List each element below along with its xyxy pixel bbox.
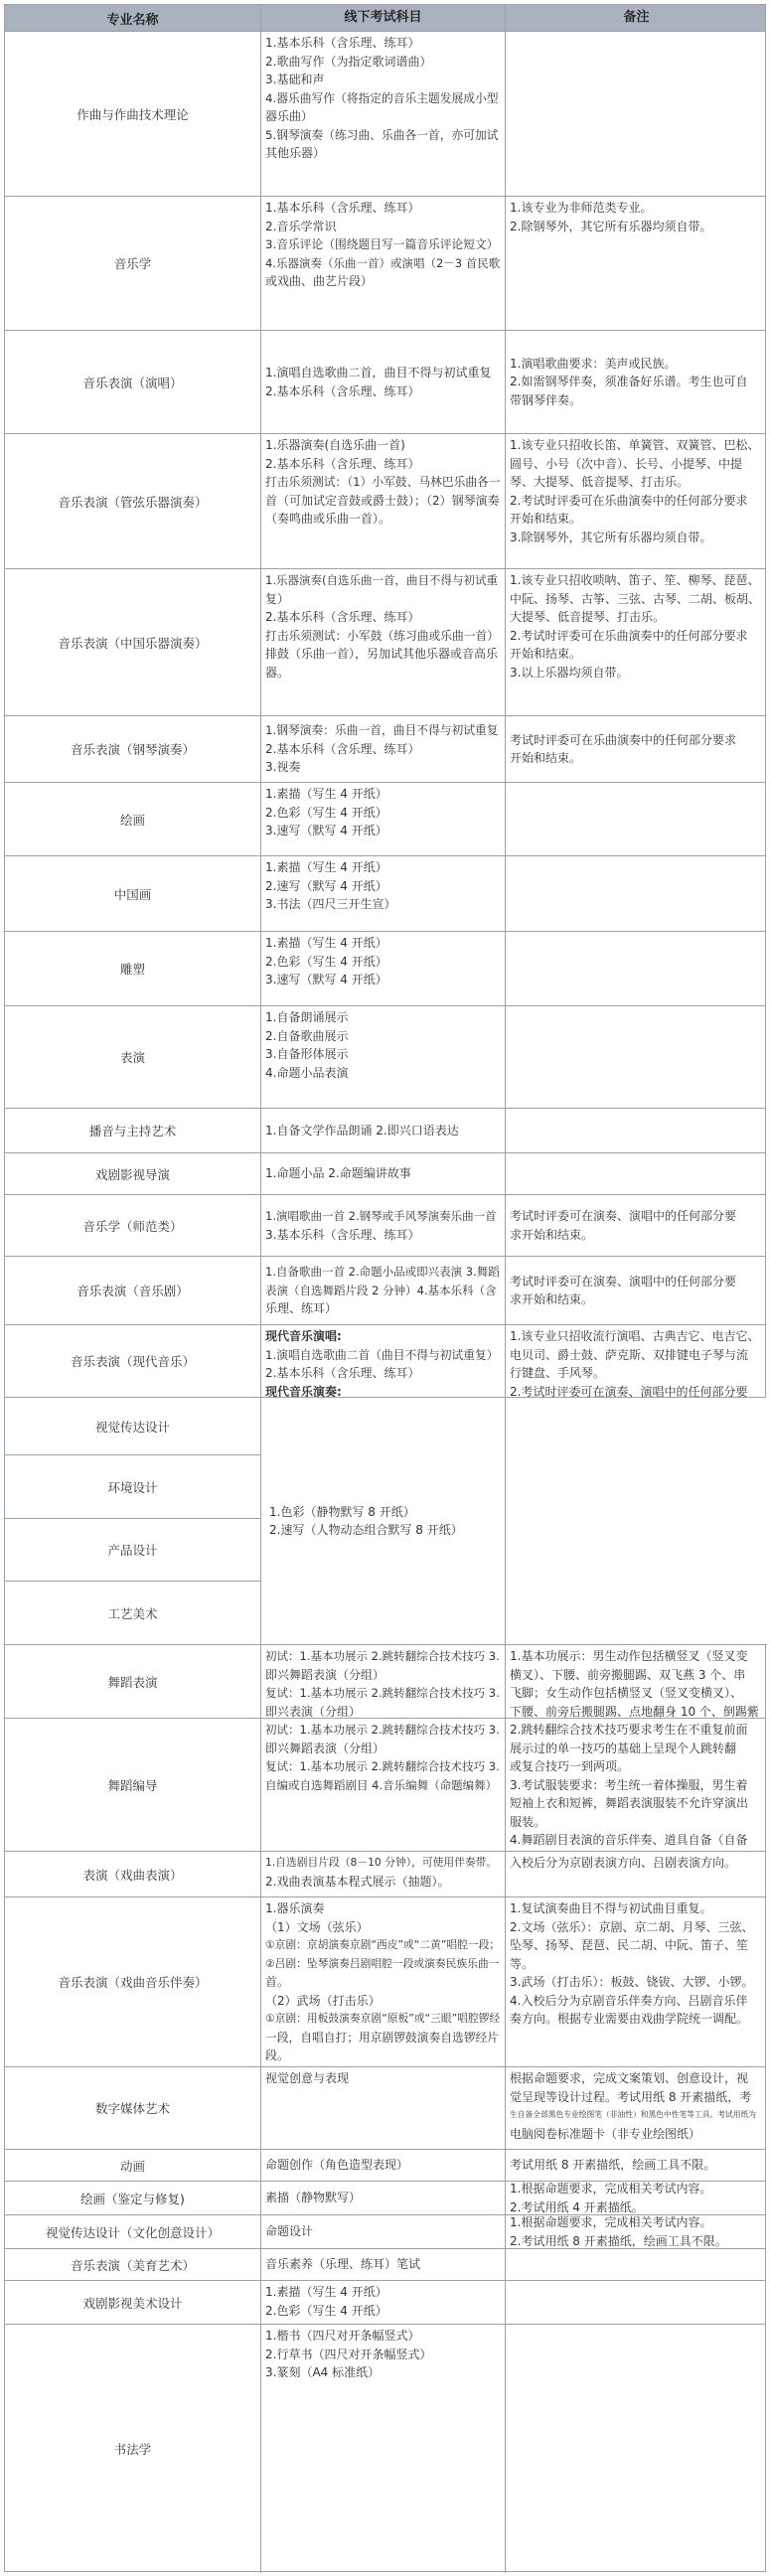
subject-line: 1.自备文学作品朗诵 2.即兴口语表达 bbox=[265, 1123, 459, 1137]
subject-line: 1.演唱自选歌曲二首（曲目不得与初试重复） bbox=[265, 1347, 499, 1362]
major-name: 音乐表演（现代音乐） bbox=[5, 1325, 261, 1397]
note-line: 求开始和结束。 bbox=[510, 1292, 594, 1306]
table-row bbox=[5, 2215, 765, 2249]
note-line: 开始和结束。 bbox=[510, 751, 582, 765]
notes-cell bbox=[506, 932, 767, 1005]
major-name: 书法学 bbox=[5, 2325, 261, 2573]
note-line: 生自备全部黑色专业绘图笔（非油性）和黑色中性笔等工具。考试用纸为 bbox=[510, 2110, 757, 2119]
major-name: 音乐学 bbox=[5, 197, 261, 330]
exam-subjects bbox=[261, 932, 506, 1005]
major-name: 音乐表演（美育艺术） bbox=[5, 2249, 261, 2280]
exam-subjects bbox=[261, 2325, 506, 2573]
note-line: 行键盘、手风琴。 bbox=[510, 1366, 606, 1380]
note-line: 4.舞蹈剧目表演的音乐伴奏、道具自备（自备 bbox=[510, 1833, 748, 1847]
exam-subjects bbox=[261, 1109, 506, 1152]
exam-subjects bbox=[261, 783, 506, 855]
major-name: 雕塑 bbox=[5, 932, 261, 1005]
note-line: 根据命题要求，完成文案策划、创意设计，视 bbox=[510, 2071, 749, 2085]
major-name: 产品设计 bbox=[5, 1519, 261, 1581]
header-notes: 备注 bbox=[623, 9, 650, 25]
note-line: 飞脚；女生动作包括横竖叉（竖叉变横叉）、 bbox=[510, 1686, 743, 1700]
table-row bbox=[5, 1645, 765, 1719]
subject-line: 5.钢琴演奏（练习曲、乐曲各一首，亦可加试 bbox=[265, 127, 499, 142]
major-name: 环境设计 bbox=[5, 1455, 261, 1518]
subject-line: 复试：1.基本功展示 2.跳转翻综合技术技巧 3. bbox=[265, 1759, 500, 1773]
note-line: 考试时评委可在演奏、演唱中的任何部分要 bbox=[510, 1209, 737, 1223]
note-line: 中阮、扬琴、古筝、三弦、古琴、二胡、板胡、 bbox=[510, 591, 761, 606]
major-name: 音乐表演（中国乐器演奏） bbox=[5, 569, 261, 715]
notes-cell bbox=[506, 2325, 767, 2573]
subject-line: 初试：1.基本功展示 2.跳转翻综合技术技巧 3. bbox=[265, 1649, 500, 1663]
note-line: 奏方向。根据专业需要由戏曲学院统一调配。 bbox=[510, 2012, 749, 2026]
major-name: 绘画 bbox=[5, 783, 261, 855]
major-name: 表演 bbox=[5, 1006, 261, 1108]
note-line: 2.考试时评委可在演奏、演唱中的任何部分要 bbox=[510, 1384, 748, 1397]
major-name: 舞蹈表演 bbox=[5, 1645, 261, 1718]
table-row bbox=[5, 2325, 765, 2573]
exam-subjects bbox=[261, 1897, 506, 2066]
subject-line: 1.素描（写生 4 开纸） bbox=[265, 860, 387, 874]
note-line: 1.根据命题要求，完成相关考试内容。 bbox=[510, 2215, 712, 2229]
note-line: 短袖上衣和短裤，舞蹈表演服装不允许穿演出 bbox=[510, 1796, 749, 1810]
note-line: 2.跳转翻综合技术技巧要求考生在不重复前面 bbox=[510, 1723, 748, 1737]
subject-line: 2.色彩（写生 4 开纸） bbox=[265, 2303, 387, 2318]
note-line: 1.基本功展示：男生动作包括横竖叉（竖叉变 bbox=[510, 1649, 748, 1663]
subject-line: 1.演唱自选歌曲二首，曲目不得与初试重复 bbox=[265, 366, 492, 379]
table-row bbox=[5, 1325, 765, 1398]
subject-line: 3.音乐评论（围绕题目写一篇音乐评论短文） bbox=[265, 237, 499, 251]
table-row bbox=[5, 1719, 765, 1852]
note-line: 3.以上乐器均须自带。 bbox=[510, 665, 629, 680]
subject-line: 3.速写（默写 4 开纸） bbox=[265, 973, 387, 986]
note-line: 2.文场（弦乐）：京剧、京二胡、月琴、三弦、 bbox=[510, 1919, 754, 1934]
table-row bbox=[5, 1852, 765, 1897]
subject-line: 现代音乐演唱: bbox=[265, 1329, 342, 1343]
table-row bbox=[5, 1153, 765, 1195]
note-line: 2.考试时评委可在乐曲演奏中的任何部分要求 bbox=[510, 628, 748, 643]
note-line: 考试用纸 8 开素描纸，绘画工具不限。 bbox=[510, 2158, 716, 2173]
note-line bbox=[510, 1850, 763, 1852]
major-name: 绘画（鉴定与修复) bbox=[5, 2182, 261, 2214]
major-name: 戏剧影视导演 bbox=[5, 1153, 261, 1194]
note-line: 1.根据命题要求，完成相关考试内容。 bbox=[510, 2182, 712, 2196]
major-name: 音乐表演（音乐剧） bbox=[5, 1257, 261, 1324]
notes-cell bbox=[506, 783, 767, 855]
note-line: 服装。 bbox=[510, 1814, 546, 1829]
exam-subjects bbox=[261, 434, 506, 568]
note-line: 3.武场（打击乐）：板鼓、铙钹、大锣、小锣。 bbox=[510, 1975, 754, 1989]
subject-line: 命题设计 bbox=[265, 2224, 314, 2239]
notes-cell bbox=[506, 856, 767, 931]
note-line: 3.除钢琴外，其它所有乐器均须自带。 bbox=[510, 530, 712, 544]
note-line: 1.该专业只招收流行演唱、古典吉它、电吉它、 bbox=[510, 1329, 760, 1343]
exam-subjects bbox=[261, 1153, 506, 1194]
note-line: 1.该专业为非师范类专业。 bbox=[510, 201, 653, 215]
note-line: 坠琴、扬琴、琵琶、民二胡、中阮、笛子、笙 bbox=[510, 1938, 749, 1952]
table-row bbox=[5, 32, 765, 197]
subject-line: 视觉创意与表现 bbox=[265, 2071, 350, 2085]
header-subjects: 线下考试科目 bbox=[261, 5, 506, 31]
notes-cell bbox=[506, 1719, 767, 1851]
subject-line: 1.乐器演奏(自选乐曲一首) bbox=[265, 438, 405, 452]
note-line: 1.复试演奏曲目不得与初试曲目重复。 bbox=[510, 1901, 712, 1915]
major-name: 作曲与作曲技术理论 bbox=[5, 32, 261, 196]
exam-subjects bbox=[261, 331, 506, 433]
notes-cell bbox=[506, 1109, 767, 1152]
note-line: 琴、大提琴、低音提琴、打击乐。 bbox=[510, 475, 690, 489]
notes-cell bbox=[506, 32, 767, 196]
subject-line: 4.器乐曲写作（将指定的音乐主题发展成小型 bbox=[265, 90, 499, 105]
notes-cell bbox=[506, 1006, 767, 1108]
subject-line: 现代音乐演奏: bbox=[265, 1384, 342, 1397]
subject-line: 2.基本乐科（含乐理、练耳） bbox=[265, 1366, 420, 1380]
exam-subjects bbox=[261, 1325, 506, 1397]
note-line: 开始和结束。 bbox=[510, 647, 582, 661]
subject-line: 3.基本乐科（含乐理、练耳） bbox=[265, 1227, 420, 1242]
notes-cell bbox=[506, 2281, 767, 2324]
subject-line: 2.戏曲表演基本程式展示（抽题）。 bbox=[265, 1874, 450, 1889]
subject-line: 即兴表演（分组） bbox=[265, 1704, 362, 1718]
note-line: 或复合技巧一到两项。 bbox=[510, 1759, 630, 1773]
subject-line: （1）文场（弦乐） bbox=[265, 1919, 369, 1934]
subject-line: 4.命题小品表演 bbox=[265, 1065, 349, 1080]
subject-line: 3.篆刻（A4 标准纸） bbox=[265, 2365, 381, 2379]
major-name: 舞蹈编导 bbox=[5, 1719, 261, 1851]
table-row bbox=[5, 2249, 765, 2281]
subject-line: 2.速写（默写 4 开纸） bbox=[265, 878, 387, 893]
subject-line: 4.乐器演奏（乐曲一首）或演唱（2－3 首民歌 bbox=[265, 255, 501, 270]
note-line: 带钢琴伴奏。 bbox=[510, 392, 582, 407]
note-line: 2.除钢琴外，其它所有乐器均须自带。 bbox=[510, 219, 712, 233]
subject-line: 器。 bbox=[265, 665, 290, 680]
subject-line: 3.基础和声 bbox=[265, 73, 325, 86]
notes-cell bbox=[506, 1195, 767, 1256]
subject-line: 2.自备歌曲展示 bbox=[265, 1028, 349, 1043]
subject-line: （奏鸣曲或乐曲一首）。 bbox=[265, 512, 391, 526]
note-line: 下腰、前旁后搬腿踢、点地翻身 10 个、倒踢紫 bbox=[510, 1704, 759, 1718]
note-line: 电脑阅卷标准题卡（非专业绘图纸） bbox=[510, 2126, 701, 2141]
subject-line: 或戏曲、曲艺片段） bbox=[265, 274, 374, 288]
subject-line: 段。 bbox=[265, 2048, 290, 2062]
subject-line: 1.器乐演奏 bbox=[265, 1901, 325, 1915]
subject-line: 1.钢琴演奏：乐曲一首，曲目不得与初试重复 bbox=[265, 723, 499, 738]
subject-line: 2.基本乐科（含乐理、练耳） bbox=[265, 383, 420, 398]
note-line: 2.考试用纸 4 开素描纸。 bbox=[510, 2199, 644, 2214]
subject-line: 2.色彩（写生 4 开纸） bbox=[265, 954, 387, 969]
major-name: 音乐表演（戏曲音乐伴奏） bbox=[5, 1897, 261, 2066]
note-line: 横叉）、下腰、前旁搬腿踢、双飞燕 3 个、串 bbox=[510, 1667, 746, 1682]
exam-subjects bbox=[261, 856, 506, 931]
exam-subjects bbox=[261, 1006, 506, 1108]
note-line: 大提琴、低音提琴、打击乐。 bbox=[510, 610, 666, 624]
table-row bbox=[5, 569, 765, 716]
subject-line: 3.速写（默写 4 开纸） bbox=[265, 824, 387, 837]
subject-line: 复） bbox=[265, 591, 290, 606]
exam-subjects bbox=[261, 2182, 506, 2214]
exam-subjects bbox=[261, 1645, 506, 1718]
notes-cell bbox=[506, 2067, 767, 2149]
note-line: 1.该专业只招收长笛、单簧管、双簧管、巴松、 bbox=[510, 438, 760, 452]
merged-subject-line: 1.色彩（静物默写 8 开纸） bbox=[269, 1504, 415, 1519]
note-line: 2.考试时评委可在乐曲演奏中的任何部分要求 bbox=[510, 493, 748, 508]
subject-line: 初试：1.基本功展示 2.跳转翻综合技术技巧 3. bbox=[265, 1723, 500, 1737]
table-row bbox=[5, 434, 765, 569]
exam-subjects bbox=[261, 1719, 506, 1851]
major-name: 音乐表演（演唱） bbox=[5, 331, 261, 433]
note-line: 2.考试用纸 8 开素描纸，绘画工具不限。 bbox=[510, 2233, 727, 2248]
notes-cell bbox=[506, 2249, 767, 2280]
subject-line: 打击乐须测试：小军鼓（练习曲或乐曲一首） bbox=[265, 628, 499, 643]
table-row bbox=[5, 2067, 765, 2150]
subject-line: 1.命题小品 2.命题编讲故事 bbox=[265, 1166, 411, 1181]
notes-cell bbox=[506, 331, 767, 433]
subject-line: 复试：1.基本功展示 2.跳转翻综合技术技巧 3. bbox=[265, 1686, 500, 1700]
subject-line: ②吕剧：坠琴演奏吕剧唱腔一段或演奏民族乐曲一 bbox=[265, 1956, 500, 1970]
subject-line: 1.演唱歌曲一首 2.钢琴或手风琴演奏乐曲一首 bbox=[265, 1209, 497, 1223]
exam-subjects bbox=[261, 2150, 506, 2181]
table-row bbox=[5, 2150, 765, 2182]
major-name: 戏剧影视美术设计 bbox=[5, 2281, 261, 2324]
subject-line: 2.基本乐科（含乐理、练耳） bbox=[265, 741, 420, 756]
subject-line: 1.乐器演奏(自选乐曲一首，曲目不得与初试重 bbox=[265, 573, 498, 587]
subject-line: 2.音乐学常识 bbox=[265, 219, 337, 233]
notes-cell bbox=[506, 1645, 767, 1718]
table-row bbox=[5, 932, 765, 1006]
notes-cell bbox=[506, 434, 767, 568]
subject-line: 打击乐须测试：（1）小军鼓、马林巴乐曲各一 bbox=[265, 475, 501, 489]
note-line: 考试时评委可在演奏、演唱中的任何部分要 bbox=[510, 1274, 737, 1288]
major-name: 视觉传达设计（文化创意设计） bbox=[5, 2215, 261, 2248]
table-row bbox=[5, 1006, 765, 1109]
exam-subjects bbox=[261, 1852, 506, 1896]
exam-subjects bbox=[261, 569, 506, 715]
exam-subjects bbox=[261, 2281, 506, 2324]
subject-line bbox=[265, 2065, 501, 2067]
exam-subjects bbox=[261, 716, 506, 782]
major-name: 表演（戏曲表演） bbox=[5, 1852, 261, 1896]
subject-line: 2.歌曲写作（为指定歌词谱曲） bbox=[265, 54, 432, 69]
major-name: 动画 bbox=[5, 2150, 261, 2181]
subject-line: 器乐曲） bbox=[265, 109, 314, 123]
table-row bbox=[5, 1109, 765, 1153]
subject-line: 1.自备朗诵展示 bbox=[265, 1010, 349, 1024]
subject-line: 3.自备形体展示 bbox=[265, 1047, 349, 1061]
note-line: 入校后分为京剧表演方向、吕剧表演方向。 bbox=[510, 1856, 737, 1870]
note-line: 3.考试服装要求：考生统一着体操服，男生着 bbox=[510, 1777, 748, 1792]
subject-line: 自编或自选舞蹈剧目 4.音乐编舞（命题编舞） bbox=[265, 1777, 498, 1792]
note-line: 觉呈现等设计过程。考试用纸 8 开素描纸，考 bbox=[510, 2089, 752, 2104]
exam-subjects bbox=[261, 1257, 506, 1324]
subject-line: 2.基本乐科（含乐理、练耳） bbox=[265, 456, 420, 471]
subject-line: 乐理、练耳） bbox=[265, 1301, 338, 1316]
table-row bbox=[5, 197, 765, 331]
note-line: 4.入校后分为京剧音乐伴奏方向、吕剧音乐伴 bbox=[510, 1993, 748, 2008]
exam-subjects bbox=[261, 1195, 506, 1256]
major-name: 播音与主持艺术 bbox=[5, 1109, 261, 1152]
subject-line: 3.视奏 bbox=[265, 760, 301, 775]
subject-line: 即兴舞蹈表演（分组） bbox=[265, 1667, 385, 1682]
subject-line: （2）武场（打击乐） bbox=[265, 1993, 381, 2008]
subject-line: 2.行草书（四尺对开条幅竖式） bbox=[265, 2347, 432, 2361]
exam-subjects bbox=[261, 2067, 506, 2149]
subject-line: 首。 bbox=[265, 1975, 290, 1989]
note-line: 等。 bbox=[510, 1956, 535, 1971]
table-row bbox=[5, 856, 765, 932]
notes-cell bbox=[506, 1257, 767, 1324]
notes-cell bbox=[506, 197, 767, 330]
notes-cell bbox=[506, 2150, 767, 2181]
subject-line: 首（可加试定音鼓或爵士鼓）；（2）钢琴演奏 bbox=[265, 493, 500, 508]
notes-cell bbox=[506, 1325, 767, 1397]
major-name: 音乐表演（钢琴演奏） bbox=[5, 716, 261, 782]
notes-cell bbox=[506, 1153, 767, 1194]
subject-line: 1.素描（写生 4 开纸） bbox=[265, 936, 387, 950]
subject-line: 1.自选剧目片段（8－10 分钟），可使用伴奏带。 bbox=[265, 1856, 498, 1869]
subject-line: 素描（静物默写） bbox=[265, 2191, 362, 2205]
subject-line: 排鼓（乐曲一首），另加试其他乐器或音高乐 bbox=[265, 647, 499, 661]
subject-line: 1.素描（写生 4 开纸） bbox=[265, 2285, 387, 2299]
merged-design-subjects bbox=[261, 1398, 506, 1645]
major-name: 音乐表演（管弦乐器演奏） bbox=[5, 434, 261, 568]
subject-line: 1.基本乐科（含乐理、练耳） bbox=[265, 201, 420, 215]
subject-line: 3.书法（四尺三开生宣） bbox=[265, 897, 396, 911]
note-line: 2.如需钢琴伴奏，须准备好乐谱。考生也可自 bbox=[510, 375, 748, 389]
subject-line: 2.色彩（写生 4 开纸） bbox=[265, 805, 387, 820]
major-name: 音乐学（师范类） bbox=[5, 1195, 261, 1256]
subject-line: 表演（自选舞蹈片段 2 分钟）4.基本乐科（含 bbox=[265, 1283, 497, 1297]
note-line: 考试时评委可在乐曲演奏中的任何部分要求 bbox=[510, 732, 737, 747]
exam-subjects bbox=[261, 32, 506, 196]
note-line: 展示过的单一技巧的基础上呈现个人跳转翻 bbox=[510, 1741, 737, 1755]
admission-table bbox=[4, 4, 766, 2572]
table-row bbox=[5, 783, 765, 856]
notes-cell bbox=[506, 716, 767, 782]
merged-design-notes bbox=[506, 1398, 767, 1645]
table-row bbox=[5, 1195, 765, 1257]
subject-line: 1.基本乐科（含乐理、练耳） bbox=[265, 36, 420, 50]
notes-cell bbox=[506, 2182, 767, 2214]
note-line: 1.演唱歌曲要求：美声或民族。 bbox=[510, 356, 677, 371]
subject-line: 2.基本乐科（含乐理、练耳） bbox=[265, 610, 420, 624]
note-line: 1.该专业只招收唢呐、笛子、笙、柳琴、琵琶、 bbox=[510, 573, 760, 587]
table-row bbox=[5, 2182, 765, 2215]
subject-line: 1.素描（写生 4 开纸） bbox=[265, 787, 387, 801]
table-row bbox=[5, 1257, 765, 1325]
major-name: 中国画 bbox=[5, 856, 261, 931]
subject-line: 一段，自唱自打；用京剧锣鼓演奏自选锣经片 bbox=[265, 2030, 499, 2045]
subject-line: 即兴舞蹈表演（分组） bbox=[265, 1741, 385, 1755]
table-header bbox=[5, 5, 765, 32]
subject-line: ①京剧：京胡演奏京剧“西皮”或“二黄”唱腔一段； bbox=[265, 1938, 501, 1951]
note-line: 圆号、小号（次中音）、长号、小提琴、中提 bbox=[510, 456, 743, 471]
notes-cell bbox=[506, 569, 767, 715]
notes-cell bbox=[506, 1852, 767, 1896]
subject-line: 其他乐器） bbox=[265, 146, 326, 160]
subject-line: 命题创作（角色造型表现） bbox=[265, 2158, 409, 2173]
subject-line: 1.楷书（四尺对开条幅竖式） bbox=[265, 2329, 420, 2343]
table-row bbox=[5, 1897, 765, 2067]
notes-cell bbox=[506, 1897, 767, 2066]
notes-cell bbox=[506, 2215, 767, 2248]
note-line: 电贝司、爵士鼓、萨克斯、双排键电子琴与流 bbox=[510, 1347, 749, 1362]
exam-subjects bbox=[261, 2249, 506, 2280]
subject-line: ①京剧：用板鼓演奏京剧“原板”或“三眼”唱腔锣经 bbox=[265, 2012, 501, 2025]
subject-line: 1.自备歌曲一首 2.命题小品或即兴表演 3.舞蹈 bbox=[265, 1265, 500, 1280]
subject-line: 音乐素养（乐理、练耳）笔试 bbox=[265, 2257, 421, 2272]
major-name: 数字媒体艺术 bbox=[5, 2067, 261, 2149]
table-row bbox=[5, 716, 765, 783]
note-line: 开始和结束。 bbox=[510, 512, 582, 526]
table-row bbox=[5, 331, 765, 434]
exam-subjects bbox=[261, 2215, 506, 2248]
major-name: 工艺美术 bbox=[5, 1582, 261, 1644]
major-name: 视觉传达设计 bbox=[5, 1398, 261, 1454]
merged-subject-line: 2.速写（人物动态组合默写 8 开纸） bbox=[269, 1523, 463, 1537]
note-line: 求开始和结束。 bbox=[510, 1227, 594, 1242]
exam-subjects bbox=[261, 197, 506, 330]
table-row bbox=[5, 2281, 765, 2325]
header-major: 专业名称 bbox=[5, 5, 261, 31]
